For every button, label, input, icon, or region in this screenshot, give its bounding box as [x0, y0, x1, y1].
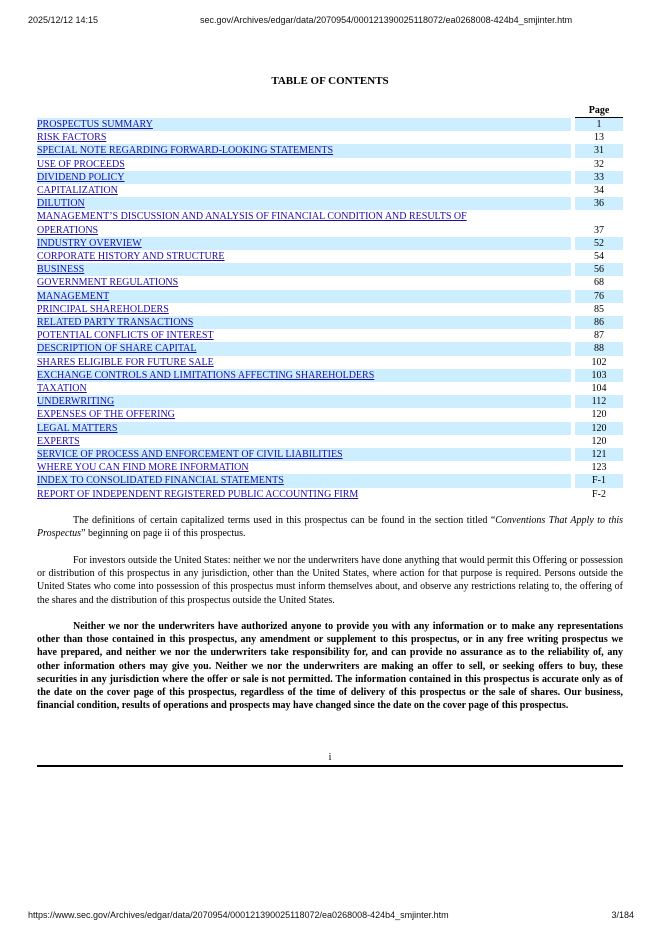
- toc-row: [37, 184, 623, 197]
- toc-entry-link[interactable]: EXPENSES OF THE OFFERING: [37, 409, 175, 421]
- toc-entry-title-cell: [37, 408, 571, 421]
- definitions-text-before: The definitions of certain capitalized terms used in this prospectus can be found in the section titled “: [73, 515, 496, 526]
- toc-entry-title-cell: [37, 461, 571, 474]
- toc-row: [37, 356, 623, 369]
- investors-paragraph: [37, 554, 623, 607]
- toc-row: [37, 448, 623, 461]
- toc-entry-link[interactable]: TAXATION: [37, 383, 87, 395]
- toc-row: [37, 276, 623, 289]
- toc-row: [37, 263, 623, 276]
- toc-entry-page: 102: [591, 356, 607, 368]
- toc-entry-link[interactable]: CORPORATE HISTORY AND STRUCTURE: [37, 251, 225, 263]
- toc-page-column-header: Page: [575, 104, 623, 119]
- toc-entry-title-cell: [37, 369, 571, 382]
- toc-row: [37, 395, 623, 408]
- toc-row: [37, 237, 623, 250]
- toc-entry-page: 56: [594, 264, 604, 276]
- toc-entry-title-cell: [37, 395, 571, 408]
- print-header-url: sec.gov/Archives/edgar/data/2070954/000121390025118072/ea0268008-424b4_smjinter.htm: [200, 15, 573, 25]
- toc-entry-page: 68: [594, 277, 604, 289]
- toc-entry-link[interactable]: DILUTION: [37, 198, 85, 210]
- toc-entry-title-cell: [37, 144, 571, 157]
- toc-row: [37, 342, 623, 355]
- definitions-text-italic: Conventions That Apply to this Prospectus: [37, 515, 623, 540]
- toc-row: [37, 197, 623, 210]
- toc-row: [37, 210, 623, 236]
- toc-row: [37, 171, 623, 184]
- investors-text: For investors outside the United States: neither we nor the underwriters have done anything that would permit this Offering or possession or distribution of this prospectus in any jurisdiction, other than the United States, where action for that purpose is required. Persons outside the United States who come into possession of this prospectus must inform themselves about, and observe any restrictions relating to, the offering of the shares and the distribution of this prospectus outside the United States.: [37, 555, 623, 606]
- toc-entry-link[interactable]: POTENTIAL CONFLICTS OF INTEREST: [37, 330, 214, 342]
- toc-entry-link[interactable]: RELATED PARTY TRANSACTIONS: [37, 317, 194, 329]
- toc-entry-page: 85: [594, 303, 604, 315]
- toc-entry-page: 103: [591, 369, 607, 381]
- toc-entry-page: F-1: [592, 475, 606, 487]
- authorization-text: Neither we nor the underwriters have authorized anyone to provide you with any information or to make any representations other than those contained in this prospectus, any amendment or supplement to this prospectus, or in any free writing prospectus we have prepared, and neither we nor the underwriters take responsibility for, and can provide no assurance as to the reliability of, any other information others may give you. Neither we nor the underwriters are making an offer to sell, or seeking offers to buy, these securities in any jurisdiction where the offer or sale is not permitted. The information contained in this prospectus is accurate only as of the date on the cover page of this prospectus, regardless of the time of delivery of this prospectus or the sale of shares. Our business, financial condition, results of operations and prospects may have changed since the date on the cover page of this prospectus.: [37, 621, 623, 712]
- toc-entry-page: 33: [594, 171, 604, 183]
- toc-entry-title-cell: [37, 435, 571, 448]
- toc-entry-page: 31: [594, 145, 604, 157]
- toc-entry-page: 1: [596, 119, 602, 130]
- toc-entry-title-cell: [37, 316, 571, 329]
- definitions-text-after: ” beginning on page ii of this prospectus.: [81, 528, 246, 540]
- toc-row: [37, 474, 623, 487]
- toc-row: [37, 144, 623, 157]
- toc-entry-title-cell: [37, 237, 571, 250]
- toc-entry-link[interactable]: CAPITALIZATION: [37, 185, 118, 197]
- toc-row: [37, 158, 623, 171]
- toc-entry-page: 123: [591, 462, 607, 474]
- toc-list: [37, 118, 623, 501]
- toc-entry-page: 32: [594, 158, 604, 170]
- toc-entry-page: 86: [594, 317, 604, 329]
- toc-entry-title-cell: [37, 250, 571, 263]
- toc-row: [37, 382, 623, 395]
- toc-entry-title-cell: [37, 158, 571, 171]
- toc-entry-title-cell: [37, 474, 571, 487]
- toc-entry-page: 121: [591, 449, 607, 461]
- toc-row: [37, 118, 623, 131]
- toc-entry-page: F-2: [592, 488, 606, 500]
- toc-entry-link[interactable]: EXPERTS: [37, 435, 80, 447]
- toc-entry-link[interactable]: GOVERNMENT REGULATIONS: [37, 277, 179, 289]
- toc-entry-page: 87: [594, 330, 604, 342]
- toc-entry-link[interactable]: PRINCIPAL SHAREHOLDERS: [37, 303, 169, 315]
- toc-entry-link[interactable]: MANAGEMENT’S DISCUSSION AND ANALYSIS OF FINANCIAL CONDITION AND RESULTS OF OPERATIONS: [37, 211, 467, 236]
- toc-entry-page: 112: [591, 396, 607, 408]
- toc-entry-title-cell: [37, 171, 571, 184]
- toc-entry-page: 120: [591, 435, 607, 447]
- page-bottom-rule: [37, 765, 623, 767]
- toc-entry-title-cell: [37, 263, 571, 276]
- toc-row: [37, 316, 623, 329]
- toc-entry-link[interactable]: USE OF PROCEEDS: [37, 158, 125, 170]
- toc-entry-title-cell: [37, 118, 571, 131]
- toc-row: [37, 290, 623, 303]
- toc-entry-link[interactable]: SHARES ELIGIBLE FOR FUTURE SALE: [37, 356, 214, 368]
- toc-entry-title-cell: [37, 342, 571, 355]
- print-timestamp: 2025/12/12 14:15: [28, 15, 99, 25]
- toc-row: [37, 329, 623, 342]
- toc-row: [37, 408, 623, 421]
- toc-entry-title-cell: [37, 210, 571, 236]
- toc-entry-page: 13: [594, 132, 604, 144]
- toc-entry-title-cell: [37, 197, 571, 210]
- toc-entry-title-cell: [37, 131, 571, 144]
- toc-entry-link[interactable]: PROSPECTUS SUMMARY: [37, 119, 153, 130]
- authorization-paragraph: [37, 620, 623, 712]
- toc-entry-link[interactable]: RISK FACTORS: [37, 132, 107, 144]
- toc-entry-title-cell: [37, 276, 571, 289]
- toc-row: [37, 488, 623, 501]
- toc-entry-link[interactable]: DIVIDEND POLICY: [37, 171, 125, 183]
- toc-row: [37, 303, 623, 316]
- toc-entry-title-cell: [37, 303, 571, 316]
- toc-entry-page: 120: [591, 422, 607, 434]
- toc-entry-link[interactable]: EXCHANGE CONTROLS AND LIMITATIONS AFFECTING SHAREHOLDERS: [37, 369, 375, 381]
- print-page-counter: 3/184: [611, 910, 634, 920]
- toc-entry-link[interactable]: INDUSTRY OVERVIEW: [37, 237, 142, 249]
- toc-entry-link[interactable]: SERVICE OF PROCESS AND ENFORCEMENT OF CIVIL LIABILITIES: [37, 449, 343, 461]
- print-footer-url: https://www.sec.gov/Archives/edgar/data/2070954/000121390025118072/ea0268008-424b4_smjinter.htm: [28, 910, 449, 920]
- toc-entry-link[interactable]: INDEX TO CONSOLIDATED FINANCIAL STATEMENTS: [37, 475, 284, 487]
- toc-entry-page: 104: [591, 383, 607, 395]
- toc-row: [37, 422, 623, 435]
- page-number: i: [328, 752, 332, 763]
- toc-entry-link[interactable]: REPORT OF INDEPENDENT REGISTERED PUBLIC ACCOUNTING FIRM: [37, 488, 359, 500]
- toc-entry-title-cell: [37, 290, 571, 303]
- toc-entry-page: 37: [594, 224, 604, 236]
- toc-entry-title-cell: [37, 184, 571, 197]
- toc-entry-title-cell: [37, 382, 571, 395]
- toc-entry-page: 34: [594, 185, 604, 197]
- toc-title: TABLE OF CONTENTS: [271, 75, 389, 87]
- toc-entry-title-cell: [37, 448, 571, 461]
- toc-entry-title-cell: [37, 356, 571, 369]
- toc-row: [37, 369, 623, 382]
- toc-entry-page: 36: [594, 198, 604, 210]
- toc-entry-page: 54: [594, 251, 604, 263]
- toc-row: [37, 250, 623, 263]
- toc-entry-page: 76: [594, 290, 604, 302]
- toc-entry-page: 120: [591, 409, 607, 421]
- toc-entry-title-cell: [37, 488, 571, 501]
- toc-entry-link[interactable]: BUSINESS: [37, 264, 85, 276]
- toc-row: [37, 435, 623, 448]
- toc-entry-link[interactable]: WHERE YOU CAN FIND MORE INFORMATION: [37, 462, 249, 474]
- toc-entry-link[interactable]: DESCRIPTION OF SHARE CAPITAL: [37, 343, 197, 355]
- toc-row: [37, 461, 623, 474]
- toc-entry-title-cell: [37, 329, 571, 342]
- toc-entry-page: 52: [594, 237, 604, 249]
- toc-entry-link[interactable]: UNDERWRITING: [37, 396, 115, 408]
- toc-row: [37, 131, 623, 144]
- toc-entry-title-cell: [37, 422, 571, 435]
- toc-entry-link[interactable]: LEGAL MATTERS: [37, 422, 118, 434]
- toc-entry-link[interactable]: MANAGEMENT: [37, 290, 110, 302]
- toc-entry-page: 88: [594, 343, 604, 355]
- definitions-paragraph: [37, 514, 623, 540]
- toc-entry-link[interactable]: SPECIAL NOTE REGARDING FORWARD-LOOKING STATEMENTS: [37, 145, 334, 157]
